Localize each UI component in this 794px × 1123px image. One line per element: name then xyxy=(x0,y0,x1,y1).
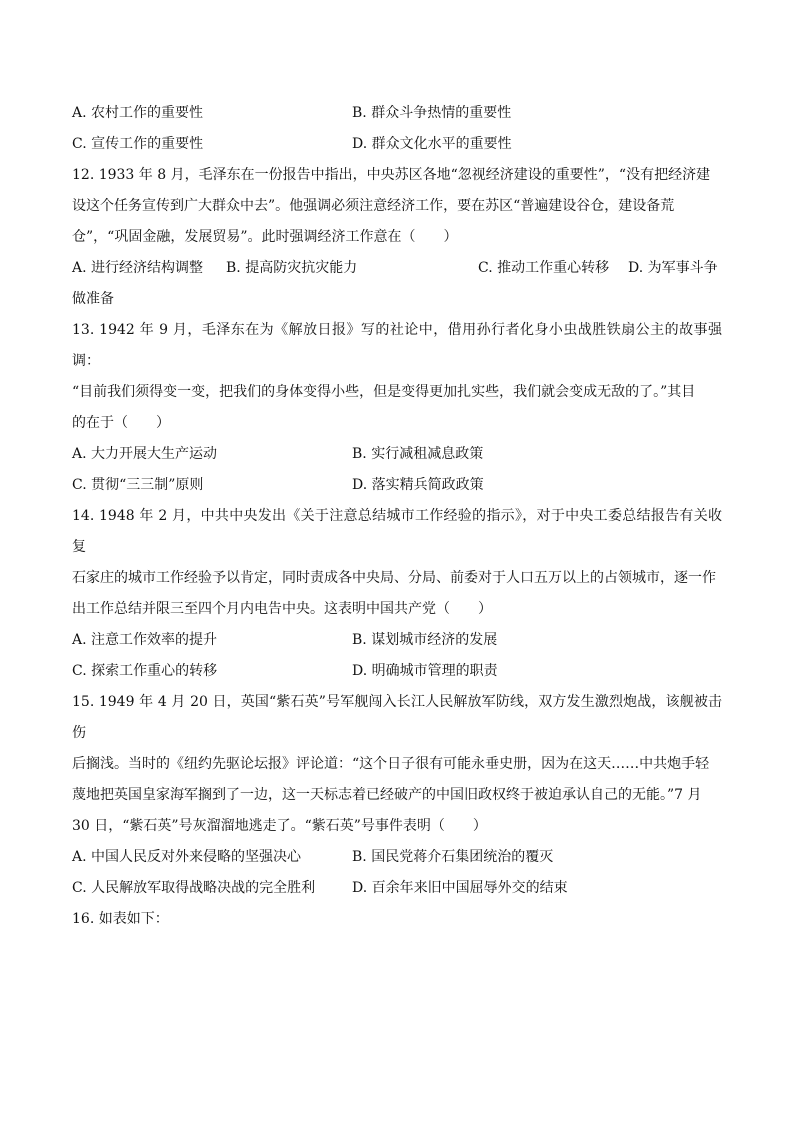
q15-option-c[interactable]: C. 人民解放军取得战略决战的完全胜利 xyxy=(72,880,316,896)
q12-option-d-continuation: 做准备 xyxy=(72,291,114,307)
q12-stem-line-2: 设这个任务宣传到广大群众中去”。他强调必须注意经济工作，要在苏区“普遍建设谷仓，建设备荒 xyxy=(72,198,675,214)
q13-options-row-1 xyxy=(72,439,722,470)
q16-stem-line-1: 16. 如表如下： xyxy=(72,911,169,927)
q11-option-a[interactable]: A. 农村工作的重要性 xyxy=(72,105,204,121)
q11-options-row-2 xyxy=(72,129,722,160)
exam-page xyxy=(72,98,722,935)
q14-stem-line-1: 14. 1948 年 2 月，中共中央发出《关于注意总结城市工作经验的指示》，对于中央工委总结报告有关收复 xyxy=(72,508,722,555)
q12-option-c[interactable]: C. 推动工作重心转移 xyxy=(478,260,610,276)
q11-option-d[interactable]: D. 群众文化水平的重要性 xyxy=(352,136,512,152)
q12-option-a[interactable]: A. 进行经济结构调整 xyxy=(72,260,204,276)
q14-options-row-2 xyxy=(72,656,722,687)
q13-stem-line-2: “目前我们须得变一变，把我们的身体变得小些，但是变得更加扎实些，我们就会变成无敌的了。”其目 xyxy=(72,384,696,400)
q14-stem-line-3: 出工作总结并限三至四个月内电告中央。这表明中国共产党（ ） xyxy=(72,601,492,617)
q13-stem-line-3: 的在于（ ） xyxy=(72,415,170,431)
q15-stem-line-1: 15. 1949 年 4 月 20 日，英国“紫石英”号军舰闯入长江人民解放军防线，双方发生激烈炮战，该舰被击伤 xyxy=(72,694,722,741)
q15-options-row-1 xyxy=(72,842,722,873)
q12-option-d[interactable]: D. 为军事斗争 xyxy=(628,260,718,276)
q15-option-b[interactable]: B. 国民党蒋介石集团统治的覆灭 xyxy=(352,849,554,865)
q12-stem-line-1: 12. 1933 年 8 月，毛泽东在一份报告中指出，中央苏区各地“忽视经济建设的重要性”，“没有把经济建 xyxy=(72,167,711,183)
q15-option-a[interactable]: A. 中国人民反对外来侵略的坚强决心 xyxy=(72,849,302,865)
q14-option-c[interactable]: C. 探索工作重心的转移 xyxy=(72,663,218,679)
q15-stem-line-2: 后搁浅。当时的《纽约先驱论坛报》评论道：“这个日子很有可能永垂史册，因为在这天……中共炮手轻 xyxy=(72,756,710,772)
q15-options-row-2 xyxy=(72,873,722,904)
q13-option-c[interactable]: C. 贯彻“三三制”原则 xyxy=(72,477,204,493)
q12-options-row xyxy=(72,253,722,284)
q13-option-d[interactable]: D. 落实精兵简政政策 xyxy=(352,477,484,493)
q15-stem-line-3: 蔑地把英国皇家海军搁到了一边，这一天标志着已经破产的中国旧政权终于被迫承认自己的无能。”7 月 xyxy=(72,787,702,803)
q14-option-d[interactable]: D. 明确城市管理的职责 xyxy=(352,663,498,679)
q12-option-b[interactable]: B. 提高防灾抗灾能力 xyxy=(226,260,358,276)
q13-options-row-2 xyxy=(72,470,722,501)
q14-option-b[interactable]: B. 谋划城市经济的发展 xyxy=(352,632,498,648)
q11-option-b[interactable]: B. 群众斗争热情的重要性 xyxy=(352,105,512,121)
q11-option-c[interactable]: C. 宣传工作的重要性 xyxy=(72,136,204,152)
q13-option-b[interactable]: B. 实行减租减息政策 xyxy=(352,446,484,462)
q14-option-a[interactable]: A. 注意工作效率的提升 xyxy=(72,632,218,648)
q13-option-a[interactable]: A. 大力开展大生产运动 xyxy=(72,446,218,462)
q15-stem-line-4: 30 日，“紫石英”号灰溜溜地逃走了。“紫石英”号事件表明（ ） xyxy=(72,818,487,834)
q13-stem-line-1: 13. 1942 年 9 月，毛泽东在为《解放日报》写的社论中，借用孙行者化身小虫战胜铁扇公主的故事强调： xyxy=(72,322,722,369)
q15-option-d[interactable]: D. 百余年来旧中国屈辱外交的结束 xyxy=(352,880,568,896)
q14-options-row-1 xyxy=(72,625,722,656)
q14-stem-line-2: 石家庄的城市工作经验予以肯定，同时责成各中央局、分局、前委对于人口五万以上的占领城市，逐一作 xyxy=(72,570,716,586)
q12-stem-line-3: 仓”，“巩固金融，发展贸易”。此时强调经济工作意在（ ） xyxy=(72,229,458,245)
q11-options-row-1 xyxy=(72,98,722,129)
